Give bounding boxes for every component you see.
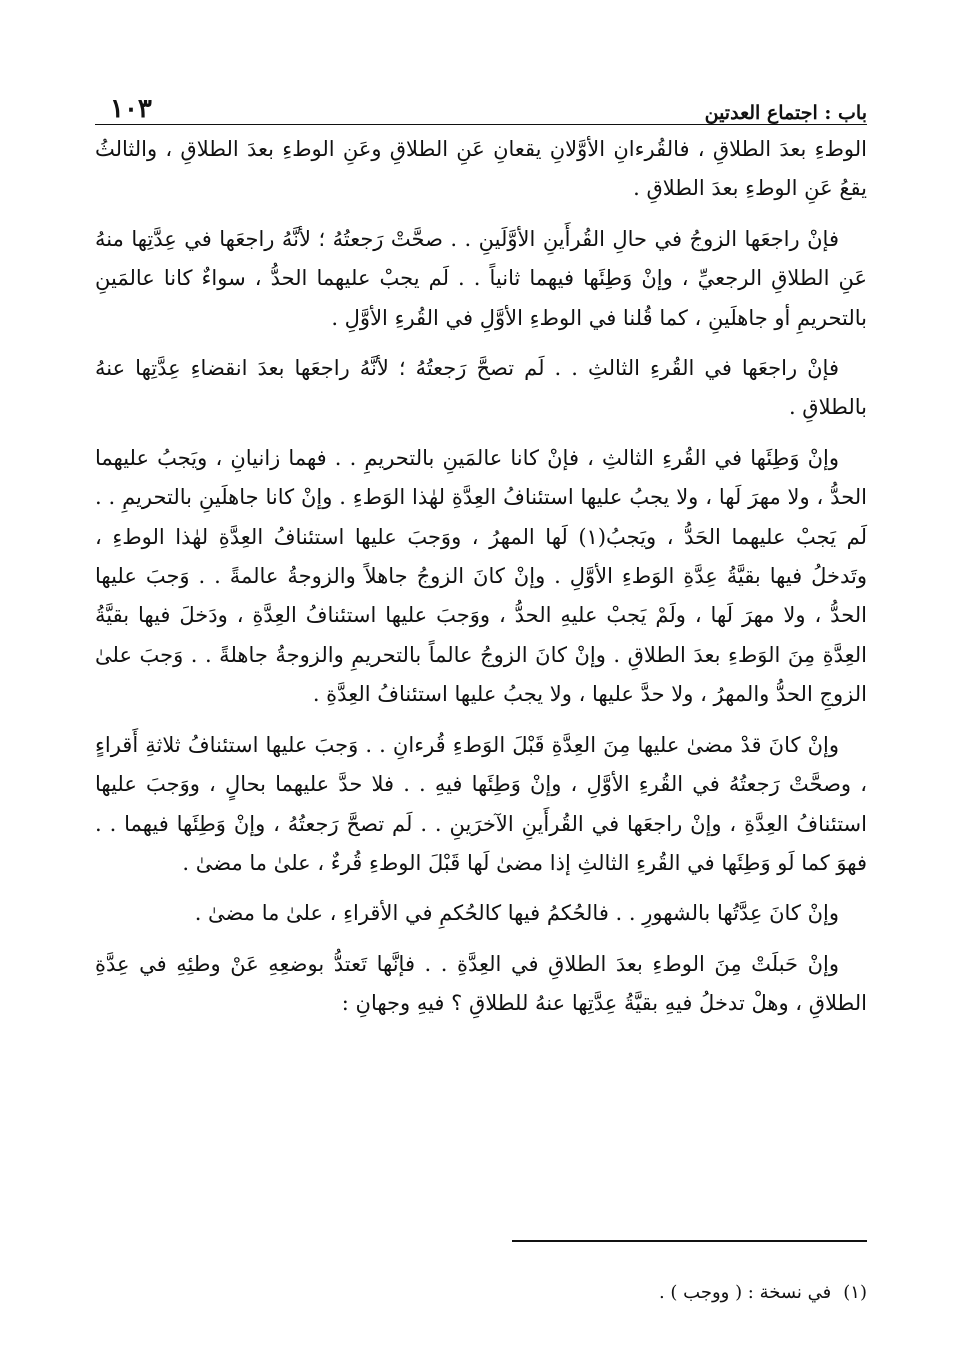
paragraph: وإنْ كانَ عِدَّتُها بالشهورِ . . فالحُكمُ فيها كالحُكمِ في الأقراءِ ، علىٰ ما مضىٰ . [194, 901, 839, 926]
footnote [95, 1278, 867, 1308]
paragraph: وإنْ كانَ قدْ مضىٰ عليها مِنَ العِدَّةِ قَبْلَ الوَطءِ قُرءانِ . . وَجبَ عليها استئنافُ ثلاثةِ أَقراءٍ ، وصحَّتْ رَجعتُهُ في القُرءِ الأوَّلِ ، وإنْ وَطِئَها فيهِ . . فلا حدَّ عليهما بحالٍ ، ووَجبَ عليها استئنافُ العِدَّةِ ، وإنْ راجعَها في القُرأَينِ الآخرَينِ . . لَم تصحَّ رَجعتُهُ ، وإنْ وَطِئَها فيهما . . فهوَ كما لَو وَطِئَها في القُرءِ الثالثِ إذا مضىٰ لَها قَبْلَ الوطءِ قُرءٌ ، علىٰ ما مضىٰ . [95, 732, 867, 875]
paragraph: الوطءِ بعدَ الطلاقِ ، فالقُرءانِ الأوَّلانِ يقعانِ عَنِ الطلاقِ وعَنِ الوطءِ بعدَ الطلاقِ ، والثالثُ يقعُ عَنِ الوطءِ بعدَ الطلاقِ . [95, 137, 867, 201]
footnote-divider [512, 1240, 867, 1242]
paragraph: فإنْ راجعَها في القُرءِ الثالثِ . . لَم تصحَّ رَجعتُهُ ؛ لأنَّهُ راجعَها بعدَ انقضاءِ عِدَّتِها عنهُ بالطلاقِ . [95, 356, 867, 420]
footnote-text: في نسخة : ( ووجب ) . [658, 1282, 832, 1303]
chapter-title: باب : اجتماع العدتين [704, 102, 867, 124]
page-number: ١٠٣ [110, 94, 152, 124]
page-header [110, 84, 867, 124]
footnote-marker: (١) [843, 1282, 867, 1303]
paragraph: فإنْ راجعَها الزوجُ في حالِ القُرأَينِ الأوَّلَينِ . . صحَّتْ رَجعتُهُ ؛ لأنَّهُ راجعَها في عِدَّتِها منهُ عَنِ الطلاقِ الرجعيِّ ، وإنْ وَطِئَها فيهما ثانياً . . لَم يجبْ عليهما الحدُّ ، سواءٌ كانا عالمَينِ بالتحريمِ أو جاهلَينِ ، كما قُلنا في الوطءِ الأوَّلِ في القُرءِ الأوَّلِ . [95, 226, 867, 330]
paragraph: وإنْ وَطِئَها في القُرءِ الثالثِ ، فإنْ كانا عالمَينِ بالتحريمِ . . فهما زانيانِ ، ويَجبُ عليهما الحدُّ ، ولا مهرَ لَها ، ولا يجبُ عليها استئنافُ العِدَّةِ لهٰذا الوَطءِ . وإنْ كانا جاهلَينِ بالتحريمِ . . لَم يَجبْ عليهما الحَدُّ ، ويَجبُ(١) لَها المهرُ ، ووَجبَ عليها استئنافُ العِدَّةِ لهٰذا الوطءِ ، وتَدخلُ فيها بقيَّةُ عِدَّةِ الوَطءِ الأوَّلِ . وإنْ كانَ الزوجُ جاهلاً والزوجةُ عالمةً . . وَجبَ عليها الحدُّ ، ولا مهرَ لَها ، ولَمْ يَجبْ عليهِ الحدُّ ، ووَجبَ عليها استئنافُ العِدَّةِ ، ودَخلَ فيها بقيَّةُ العِدَّةِ مِنَ الوَطءِ بعدَ الطلاقِ . وإنْ كانَ الزوجُ عالماً بالتحريمِ والزوجةُ جاهلةً . . وَجبَ علىٰ الزوجِ الحدُّ والمهرُ ، ولا حدَّ عليها ، ولا يجبُ عليها استئنافُ العِدَّةِ . [95, 445, 867, 707]
header-divider [95, 124, 867, 125]
paragraph: وإنْ حَبلَتْ مِنَ الوطءِ بعدَ الطلاقِ في العِدَّةِ . . فإنَّها تَعتدُّ بوضعِهِ عَنْ وطئِهِ في عِدَّةِ الطلاقِ ، وهلْ تدخلُ فيهِ بقيَّةُ عِدَّتِها عنهُ للطلاقِ ؟ فيهِ وجهانِ : [95, 951, 867, 1016]
main-text [95, 130, 867, 1035]
